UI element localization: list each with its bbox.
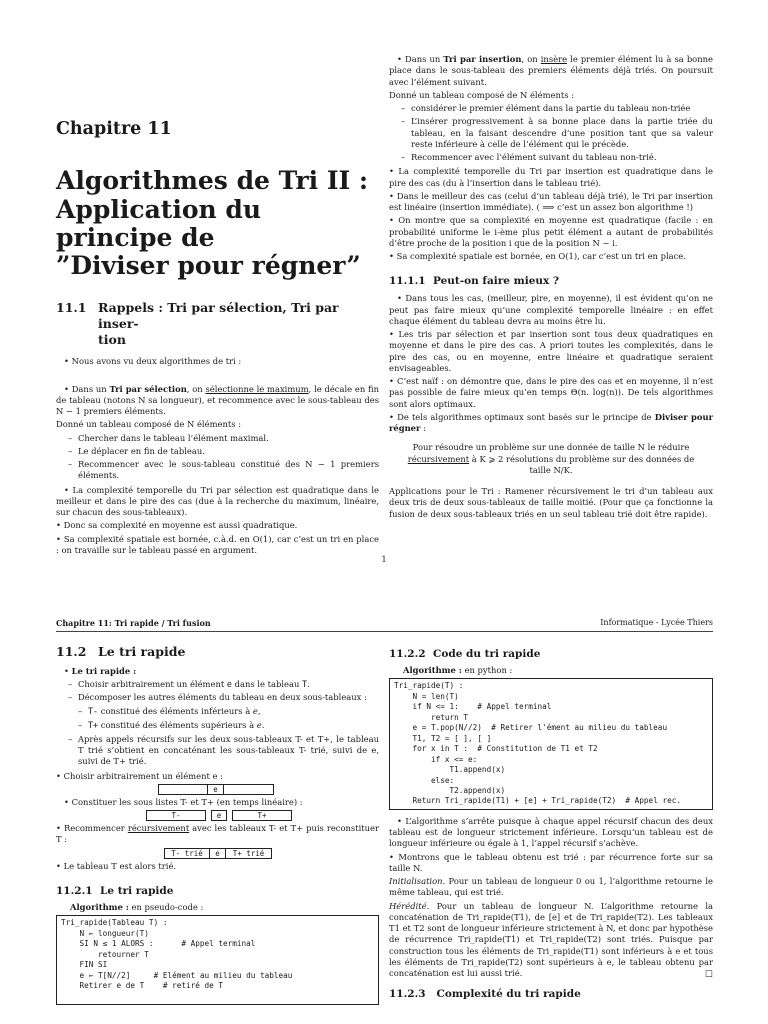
- code-line: if N <= 1: # Appel terminal: [394, 702, 552, 712]
- qed-symbol: □: [705, 968, 713, 979]
- left-column: [56, 644, 379, 1005]
- code-line: N = len(T): [394, 691, 459, 701]
- list-item: – T+ constitué des éléments supérieurs à e.: [56, 720, 379, 731]
- list-item: – Recommencer avec le sous-tableau constitué des N − 1 premiers éléments.: [56, 459, 379, 482]
- selection-complexity-1: • La complexité temporelle du Tri par sélection est quadratique dans le meilleur et dans le pire des cas (due à la recherche du maximum, linéaire, sur chacun des sous-tableaux).: [56, 484, 379, 518]
- section-number: 11.1: [56, 300, 87, 316]
- subsection-11-2-1-heading: [56, 884, 379, 898]
- mieux-paragraph-3: • C’est naïf : on démontre que, dans le pire des cas et en moyenne, il n’est pas possible de faire mieux qu’en temps Θ(n. log(n)). De tels algorithmes sont alors optimaux.: [389, 376, 714, 409]
- list-item: – considérer le premier élément dans la partie du tableau non-triée: [389, 103, 713, 114]
- chapter-title-line: Algorithmes de Tri II :: [56, 166, 369, 196]
- right-column: [389, 54, 713, 522]
- code-line: SI N ≤ 1 ALORS : # Appel terminal: [61, 939, 256, 949]
- diagram-cell-tminus: T-: [146, 810, 206, 821]
- selection-paragraph: • Dans un Tri par sélection, on sélectionne le maximum, le décale en fin de tableau (notons N sa longueur), et recommence avec le sous-tableau des N − 1 premiers éléments.: [56, 383, 379, 417]
- subsection-11-2-2-heading: [389, 647, 713, 661]
- diagram-cell-tminus-sorted: T- trié: [164, 848, 210, 859]
- applications-paragraph: Applications pour le Tri : Ramener récursivement le tri d’un tableau aux deux tris de deux sous-tableaux de taille moitié. (Pour que ça fonctionne la fusion de deux sous-tableaux triés en un seul tableau trié doit être rapide).: [389, 486, 713, 519]
- chapter-title-line: Application du principe de: [56, 194, 262, 252]
- list-item: – L’insérer progressivement à sa bonne place dans la partie triée du tableau, en la faisant descendre d’une position tant que sa valeur reste inférieure à celle de l’élément qui le précède.: [389, 116, 713, 150]
- insertion-paragraph: • Dans un Tri par insertion, on insère le premier élément lu à sa bonne place dans le sous-tableau des premiers éléments déjà triés. On poursuit avec l’élément suivant.: [389, 54, 713, 87]
- mieux-paragraph-2: • Les tris par sélection et par insertion sont tous deux quadratiques en moyenne et dans le pire des cas. A priori toutes les complexités, dans le pire des cas, ou en moyenne, entre linéaire et quadratique seraient envisageables.: [389, 329, 713, 373]
- subsection-title: Peut-on faire mieux ?: [433, 275, 560, 288]
- selection-complexity-2: • Donc sa complexité en moyenne est aussi quadratique.: [56, 520, 298, 531]
- list-item: – Choisir arbitrairement un élément e dans le tableau T.: [56, 679, 379, 690]
- selection-given: Donné un tableau composé de N éléments :: [56, 419, 242, 430]
- list-item: – Décomposer les autres éléments du tableau en deux sous-tableaux :: [56, 692, 379, 703]
- chapter-title: [56, 167, 379, 280]
- selection-steps-list: [56, 433, 379, 482]
- quicksort-substeps-list: [56, 706, 379, 731]
- subsection-11-1-1-heading: [389, 274, 713, 288]
- recommence-line: • Recommencer récursivement avec les tableaux T- et T+ puis reconstituer T :: [56, 823, 379, 845]
- code-line: retourner T: [61, 949, 149, 959]
- code-line: Return Tri_rapide(T1) + [e] + Tri_rapide(T2) # Appel rec.: [394, 796, 681, 806]
- code-line: T2.append(x): [394, 786, 506, 795]
- list-item: – Après appels récursifs sur les deux sous-tableaux T- et T+, le tableau T trié s’obtient en concaténant les sous-tableaux T- trié, suivi de e, suivi de T+ trié.: [56, 734, 379, 768]
- insertion-complexity-3: • On montre que sa complexité en moyenne est quadratique (facile : en probabilité uniforme le i-ème plus petit élément a autant de probabilités d’être proche de la position i que de la position N − i.: [389, 215, 713, 248]
- diagram-cell-tplus-sorted: T+ trié: [226, 848, 272, 859]
- quicksort-steps-list: [56, 679, 379, 704]
- code-line: e = T.pop(N//2) # Retirer l'ément au milieu du tableau: [394, 723, 668, 733]
- section-title: [98, 300, 379, 347]
- code-line: Tri_rapide(T) :: [394, 681, 464, 691]
- code-line: N ← longueur(T): [61, 928, 149, 938]
- pseudo-code-block: [56, 915, 379, 1005]
- mieux-paragraph-4: • De tels algorithmes optimaux sont basés sur le principe de Diviser pour régner :: [389, 411, 713, 434]
- insertion-given: Donné un tableau composé de N éléments :: [389, 89, 575, 100]
- code-line: T1.append(x): [394, 765, 506, 775]
- chapter-label: Chapitre 11: [56, 119, 172, 139]
- diagram-cell-e: e: [211, 810, 227, 821]
- diagram-cell-e: e: [210, 848, 226, 859]
- algo-python-label: Algorithme : en python :: [403, 665, 513, 676]
- left-column: [56, 118, 379, 558]
- intro-paragraph: • Nous avons vu deux algorithmes de tri :: [64, 356, 242, 367]
- list-item: – Le déplacer en fin de tableau.: [56, 446, 379, 457]
- initialisation-paragraph: Initialisation. Pour un tableau de longueur 0 ou 1, l’algorithme retourne le même tableau, qui est trié.: [389, 876, 713, 898]
- insertion-complexity-1: • La complexité temporelle du Tri par insertion est quadratique dans le pire des cas (du à l’insertion dans le tableau trié).: [389, 166, 713, 188]
- code-line: for x in T : # Constitution de T1 et T2: [394, 744, 598, 754]
- python-code-block: [389, 678, 713, 810]
- list-item: – Chercher dans le tableau l’élément maximal.: [56, 433, 379, 444]
- montrons-paragraph: • Montrons que le tableau obtenu est trié : par récurrence forte sur sa taille N.: [389, 851, 713, 873]
- algo-pseudo-label: Algorithme : en pseudo-code :: [70, 901, 204, 912]
- insertion-complexity-2: • Dans le meilleur des cas (celui d’un tableau déjà trié), le Tri par insertion est linéaire (insertion immédiate). ( ⟹ c’est un assez bon algorithme !): [389, 190, 713, 212]
- code-line: return T: [394, 712, 469, 722]
- diagram-cell-tplus: T+: [232, 810, 292, 821]
- page-2: [0, 600, 768, 1024]
- build-lists-line: • Constituer les sous listes T- et T+ (en temps linéaire) :: [64, 796, 303, 807]
- tri-rapide-label: • Le tri rapide :: [64, 665, 137, 676]
- divide-principle-quote: Pour résoudre un problème sur une donnée de taille N le réduire récursivement à K ⩾ 2 résolutions du problème sur des données de taille N/K.: [407, 442, 695, 475]
- diagram-cell-empty: [224, 784, 274, 795]
- insertion-complexity-4: • Sa complexité spatiale est bornée, en O(1), car c’est un tri en place.: [389, 251, 686, 261]
- diagram-cell-e: e: [208, 784, 224, 795]
- running-header-right: Informatique - Lycée Thiers: [600, 618, 713, 627]
- list-item: – T- constitué des éléments inférieurs à e,: [56, 706, 379, 717]
- subsection-title: Code du tri rapide: [433, 648, 541, 660]
- termination-paragraph: • L’algorithme s’arrête puisque à chaque appel récursif chacun des deux tableau est de longueur strictement inférieure. Lorsqu’un tableau est de longueur inférieure ou égale à 1, l’appel récursif s’achève.: [389, 815, 713, 849]
- code-line: Retirer e de T # retiré de T: [61, 981, 223, 990]
- diagram-row-sorted: [56, 848, 379, 859]
- quicksort-recursion-list: [56, 734, 379, 768]
- next-subsection-heading: 11.2.3 Complexité du tri rapide: [389, 988, 581, 1001]
- section-number: 11.2: [56, 644, 87, 659]
- section-title-line: tion: [98, 331, 126, 347]
- sorted-line: • Le tableau T est alors trié.: [56, 860, 177, 871]
- heredite-paragraph: Hérédité. Pour un tableau de longueur N. L’algorithme retourne la concaténation de Tri_rapide(T1), de [e] et de Tri_rapide(T2). Les tableaux T1 et T2 sont de longueur inférieure strictement à N, et donc par hypothèse de récurrence Tri_rapide(T1) et Tri_rapide(T2) sont triés. Puisque par construction tous les éléments de Tri_rapide(T1) sont inférieurs à e et tous les éléments de Tri_rapide(T2) sont supérieurs à e, le tableau obtenu par concaténation est lui aussi trié. □: [389, 900, 713, 979]
- mieux-paragraph-1: • Dans tous les cas, (meilleur, pire, en moyenne), il est évident qu’on ne peut pas faire mieux qu’une complexité temporelle linéaire : en effet chaque élément du tableau devra au moins être lu.: [389, 293, 714, 326]
- section-title-line: Rappels : Tri par sélection, Tri par inser-: [98, 300, 339, 332]
- page-number: 1: [381, 554, 387, 564]
- choose-element-line: • Choisir arbitrairement un élément e :: [56, 770, 223, 781]
- list-item: – Recommencer avec l’élément suivant du tableau non-trié.: [389, 152, 713, 163]
- code-line: if x <= e:: [394, 754, 478, 764]
- subsection-number: 11.2.1: [56, 884, 93, 897]
- code-line: else:: [394, 775, 455, 785]
- subsection-number: 11.2.2: [389, 648, 426, 660]
- insertion-steps-list: [389, 103, 713, 163]
- section-11-1-heading: [56, 300, 379, 347]
- chapter-title-line: ”Diviser pour régner”: [56, 251, 361, 281]
- code-line: T1, T2 = [ ], [ ]: [394, 733, 492, 743]
- running-header-left: Chapitre 11: Tri rapide / Tri fusion: [56, 618, 211, 628]
- section-11-2-heading: [56, 644, 379, 660]
- diagram-row-split: [56, 810, 379, 821]
- code-line: FIN SI: [61, 960, 108, 970]
- selection-complexity-3: • Sa complexité spatiale est bornée, c.à.d. en O(1), car c’est un tri en place : on travaille sur le tableau passé en argument.: [56, 533, 379, 555]
- subsection-number: 11.1.1: [389, 275, 426, 288]
- code-line: e ← T[N//2] # Elément au milieu du tableau: [61, 970, 293, 980]
- right-column: [389, 647, 713, 1002]
- diagram-row-choose: [56, 784, 379, 795]
- diagram-cell-empty: [158, 784, 208, 795]
- section-title: Le tri rapide: [98, 644, 186, 659]
- subsection-title: Le tri rapide: [100, 884, 174, 897]
- code-line: Tri_rapide(Tableau T) :: [61, 918, 168, 928]
- header-rule: [56, 631, 713, 632]
